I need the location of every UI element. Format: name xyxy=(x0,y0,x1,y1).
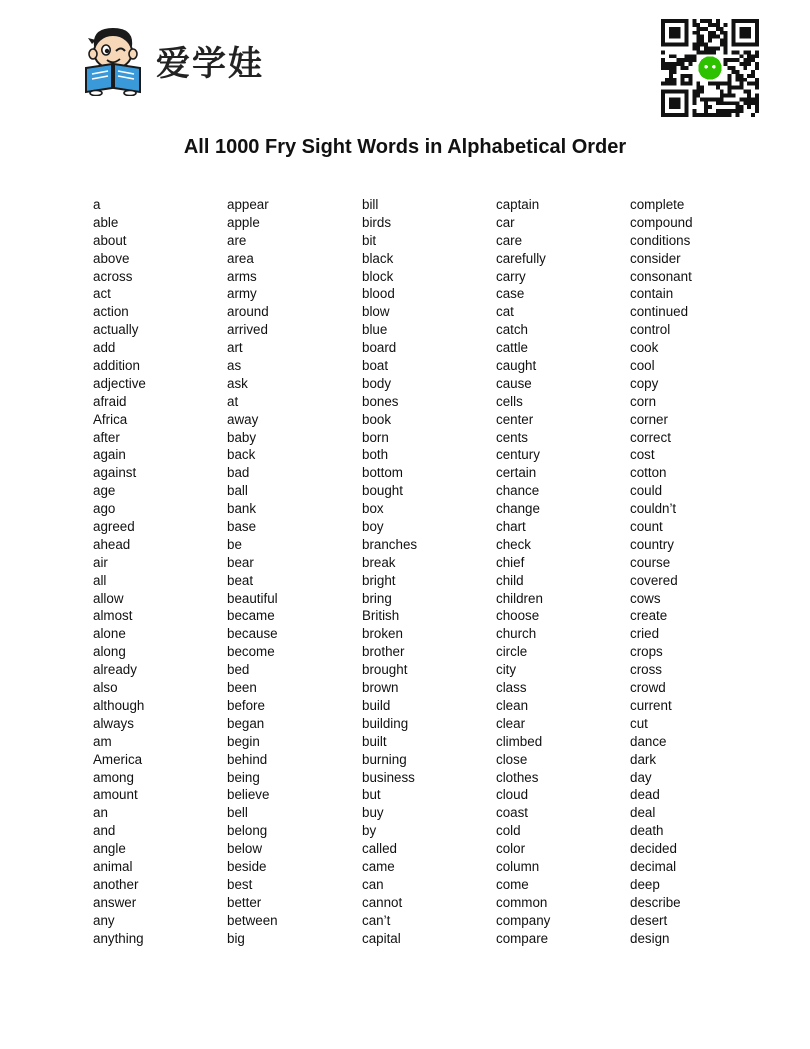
sight-word: by xyxy=(362,823,377,839)
word-column-3 xyxy=(362,196,417,947)
sight-word: cows xyxy=(630,590,661,606)
sight-word: burning xyxy=(362,751,407,767)
sight-word: ago xyxy=(93,501,116,517)
qr-code-icon xyxy=(661,19,759,117)
sight-word: anything xyxy=(93,930,144,946)
sight-word: building xyxy=(362,715,409,731)
sight-word: check xyxy=(496,536,531,552)
sight-word: car xyxy=(496,214,515,230)
sight-word: book xyxy=(362,411,392,427)
sight-word: cannot xyxy=(362,894,403,910)
sight-word: deal xyxy=(630,805,656,821)
sight-word: born xyxy=(362,429,389,445)
sight-word: chart xyxy=(496,519,526,535)
sight-word: against xyxy=(93,465,137,481)
sight-word: across xyxy=(93,268,133,284)
sight-word: add xyxy=(93,340,116,356)
sight-word: art xyxy=(227,340,243,356)
sight-word: be xyxy=(227,536,242,552)
sight-word: came xyxy=(362,858,395,874)
sight-word: course xyxy=(630,554,671,570)
sight-word: color xyxy=(496,841,526,857)
word-column-1 xyxy=(93,196,146,947)
sight-word: begin xyxy=(227,733,260,749)
sight-word: cold xyxy=(496,823,521,839)
sight-word: catch xyxy=(496,322,529,338)
sight-word: center xyxy=(496,411,534,427)
sight-word: cook xyxy=(630,340,659,356)
sight-word: act xyxy=(93,286,111,302)
sight-word: back xyxy=(227,447,256,463)
sight-word: desert xyxy=(630,912,668,928)
word-column-2 xyxy=(227,196,278,947)
sight-word: at xyxy=(227,393,239,409)
sight-word: big xyxy=(227,930,245,946)
sight-word: design xyxy=(630,930,670,946)
sight-word: all xyxy=(93,572,107,588)
sight-word: being xyxy=(227,769,260,785)
sight-word: called xyxy=(362,841,397,857)
sight-word: board xyxy=(362,340,397,356)
sight-word: complete xyxy=(630,197,685,212)
sight-word: day xyxy=(630,769,652,785)
sight-word: actually xyxy=(93,322,139,338)
sight-word: beautiful xyxy=(227,590,278,606)
sight-word: climbed xyxy=(496,733,543,749)
word-column-5 xyxy=(630,196,693,947)
brand-logo xyxy=(80,24,264,96)
sight-word: cells xyxy=(496,393,523,409)
sight-word: carefully xyxy=(496,250,546,266)
sight-word: because xyxy=(227,626,278,642)
sight-word: amount xyxy=(93,787,138,803)
sight-word: consonant xyxy=(630,268,692,284)
sight-word: clean xyxy=(496,697,529,713)
sight-word: current xyxy=(630,697,672,713)
sight-word: corn xyxy=(630,393,657,409)
sight-word: compound xyxy=(630,214,693,230)
sight-word: another xyxy=(93,876,139,892)
sight-word: behind xyxy=(227,751,268,767)
sight-word: afraid xyxy=(93,393,127,409)
sight-word: after xyxy=(93,429,120,445)
sight-word: bill xyxy=(362,197,379,212)
sight-word: blow xyxy=(362,304,390,320)
sight-word: bones xyxy=(362,393,399,409)
sight-word: buy xyxy=(362,805,384,821)
sight-word: can’t xyxy=(362,912,391,928)
sight-word: been xyxy=(227,680,257,696)
sight-word: crowd xyxy=(630,680,666,696)
sight-word: cents xyxy=(496,429,529,445)
sight-word: action xyxy=(93,304,129,320)
sight-word: above xyxy=(93,250,130,266)
sight-word: class xyxy=(496,680,527,696)
sight-word: bring xyxy=(362,590,392,606)
sight-word: ask xyxy=(227,375,248,391)
sight-word: alone xyxy=(93,626,126,642)
sight-word: cause xyxy=(496,375,532,391)
sight-word: come xyxy=(496,876,529,892)
sight-word: decimal xyxy=(630,858,677,874)
sight-word: beside xyxy=(227,858,267,874)
sight-word: cotton xyxy=(630,465,667,481)
sight-word: dark xyxy=(630,751,657,767)
sight-word: but xyxy=(362,787,381,803)
sight-word: capital xyxy=(362,930,401,946)
sight-word: blood xyxy=(362,286,395,302)
sight-word: a xyxy=(93,197,101,212)
sight-word: cat xyxy=(496,304,514,320)
sight-word: along xyxy=(93,644,126,660)
sight-word: away xyxy=(227,411,259,427)
sight-word: brown xyxy=(362,680,399,696)
sight-word: cost xyxy=(630,447,655,463)
sight-word: child xyxy=(496,572,524,588)
sight-word: cloud xyxy=(496,787,529,803)
sight-word: broken xyxy=(362,626,403,642)
sight-word: boat xyxy=(362,358,389,374)
sight-word: any xyxy=(93,912,115,928)
sight-word: around xyxy=(227,304,269,320)
sight-word: cut xyxy=(630,715,648,731)
sight-word: business xyxy=(362,769,415,785)
sight-word: bought xyxy=(362,483,403,499)
sight-word: block xyxy=(362,268,394,284)
sight-word: chief xyxy=(496,554,525,570)
sight-word: close xyxy=(496,751,528,767)
sight-word: answer xyxy=(93,894,137,910)
sight-word: care xyxy=(496,232,523,248)
kid-reading-book-icon xyxy=(80,24,146,96)
sight-word: dead xyxy=(630,787,660,803)
sight-word: both xyxy=(362,447,389,463)
sight-word: belong xyxy=(227,823,268,839)
sight-word: cross xyxy=(630,662,662,678)
sight-word: crops xyxy=(630,644,663,660)
sight-word: boy xyxy=(362,519,384,535)
sight-word: base xyxy=(227,519,257,535)
sight-word: correct xyxy=(630,429,671,445)
sight-word: conditions xyxy=(630,232,691,248)
sight-word: corner xyxy=(630,411,668,427)
sight-word: beat xyxy=(227,572,254,588)
sight-word: about xyxy=(93,232,127,248)
sight-word: clear xyxy=(496,715,526,731)
sight-word: build xyxy=(362,697,391,713)
sight-word: addition xyxy=(93,358,140,374)
sight-word: continued xyxy=(630,304,689,320)
sight-word: break xyxy=(362,554,396,570)
sight-word: company xyxy=(496,912,551,928)
sight-word: bit xyxy=(362,232,377,248)
sight-word: cried xyxy=(630,626,660,642)
sight-word: count xyxy=(630,519,663,535)
sight-word: adjective xyxy=(93,375,146,391)
sight-word: control xyxy=(630,322,671,338)
sight-word: branches xyxy=(362,536,418,552)
sight-word: covered xyxy=(630,572,678,588)
sight-word: clothes xyxy=(496,769,539,785)
sight-word: age xyxy=(93,483,116,499)
sight-word: carry xyxy=(496,268,526,284)
sight-word: ahead xyxy=(93,536,131,552)
sight-word: believe xyxy=(227,787,270,803)
sight-word: case xyxy=(496,286,525,302)
sight-word: birds xyxy=(362,214,392,230)
sight-word: as xyxy=(227,358,242,374)
sight-word: bear xyxy=(227,554,254,570)
sight-word: circle xyxy=(496,644,528,660)
sight-word: allow xyxy=(93,590,124,606)
sight-word: baby xyxy=(227,429,257,445)
sight-word: death xyxy=(630,823,664,839)
sight-word: before xyxy=(227,697,265,713)
sight-word: angle xyxy=(93,841,126,857)
sight-word: choose xyxy=(496,608,540,624)
sight-word: although xyxy=(93,697,145,713)
sight-word: common xyxy=(496,894,548,910)
sight-word: caught xyxy=(496,358,537,374)
sight-word: create xyxy=(630,608,668,624)
sight-word: arms xyxy=(227,268,257,284)
sight-word: became xyxy=(227,608,275,624)
sight-word: column xyxy=(496,858,540,874)
sight-word: able xyxy=(93,214,119,230)
sight-word: cattle xyxy=(496,340,529,356)
sight-word: contain xyxy=(630,286,674,302)
page-title: All 1000 Fry Sight Words in Alphabetical Order xyxy=(183,136,627,158)
sight-word: certain xyxy=(496,465,537,481)
sight-word: decided xyxy=(630,841,677,857)
sight-word: built xyxy=(362,733,387,749)
sight-word: Africa xyxy=(93,411,128,427)
sight-word: best xyxy=(227,876,253,892)
sight-word: arrived xyxy=(227,322,268,338)
sight-word: change xyxy=(496,501,540,517)
sight-word: bright xyxy=(362,572,396,588)
sight-word: better xyxy=(227,894,262,910)
sight-word: brother xyxy=(362,644,405,660)
sight-word: body xyxy=(362,375,392,391)
sight-word: compare xyxy=(496,930,549,946)
sight-word: ball xyxy=(227,483,248,499)
sight-word: century xyxy=(496,447,540,463)
sight-word: bell xyxy=(227,805,248,821)
sight-word: couldn’t xyxy=(630,501,677,517)
sight-word: captain xyxy=(496,197,540,212)
sight-word: always xyxy=(93,715,134,731)
sight-word: almost xyxy=(93,608,133,624)
sight-word: bed xyxy=(227,662,250,678)
sight-word: bad xyxy=(227,465,250,481)
sight-word: blue xyxy=(362,322,388,338)
sight-word: bottom xyxy=(362,465,403,481)
sight-word: an xyxy=(93,805,108,821)
sight-word: country xyxy=(630,536,674,552)
sight-word: army xyxy=(227,286,257,302)
sight-word: copy xyxy=(630,375,659,391)
word-column-4 xyxy=(496,196,550,947)
sight-word: church xyxy=(496,626,537,642)
sight-word: box xyxy=(362,501,384,517)
sight-word: below xyxy=(227,841,262,857)
wechat-icon xyxy=(696,54,723,81)
sight-word: air xyxy=(93,554,108,570)
sight-word: black xyxy=(362,250,394,266)
sight-word: could xyxy=(630,483,663,499)
sight-word: city xyxy=(496,662,517,678)
sight-word: began xyxy=(227,715,265,731)
sight-word: chance xyxy=(496,483,540,499)
sight-word: animal xyxy=(93,858,133,874)
sight-word: already xyxy=(93,662,137,678)
sight-word: agreed xyxy=(93,519,135,535)
sight-word: become xyxy=(227,644,275,660)
sight-word: coast xyxy=(496,805,529,821)
sight-word: consider xyxy=(630,250,681,266)
sight-word: am xyxy=(93,733,112,749)
sight-word: among xyxy=(93,769,134,785)
sight-word: children xyxy=(496,590,543,606)
sight-word: bank xyxy=(227,501,257,517)
sight-word: between xyxy=(227,912,278,928)
sight-word: brought xyxy=(362,662,408,678)
sight-word: America xyxy=(93,751,143,767)
sight-word: cool xyxy=(630,358,655,374)
sight-word: appear xyxy=(227,197,269,212)
sight-word: dance xyxy=(630,733,667,749)
sight-word: are xyxy=(227,232,247,248)
sight-word: describe xyxy=(630,894,681,910)
sight-word: can xyxy=(362,876,384,892)
brand-name: 爱学娃 xyxy=(156,43,264,84)
sight-word: again xyxy=(93,447,126,463)
sight-word: deep xyxy=(630,876,660,892)
sight-word: apple xyxy=(227,214,260,230)
sight-word: also xyxy=(93,680,118,696)
sight-word: and xyxy=(93,823,116,839)
sight-word: British xyxy=(362,608,400,624)
sight-word: area xyxy=(227,250,254,266)
